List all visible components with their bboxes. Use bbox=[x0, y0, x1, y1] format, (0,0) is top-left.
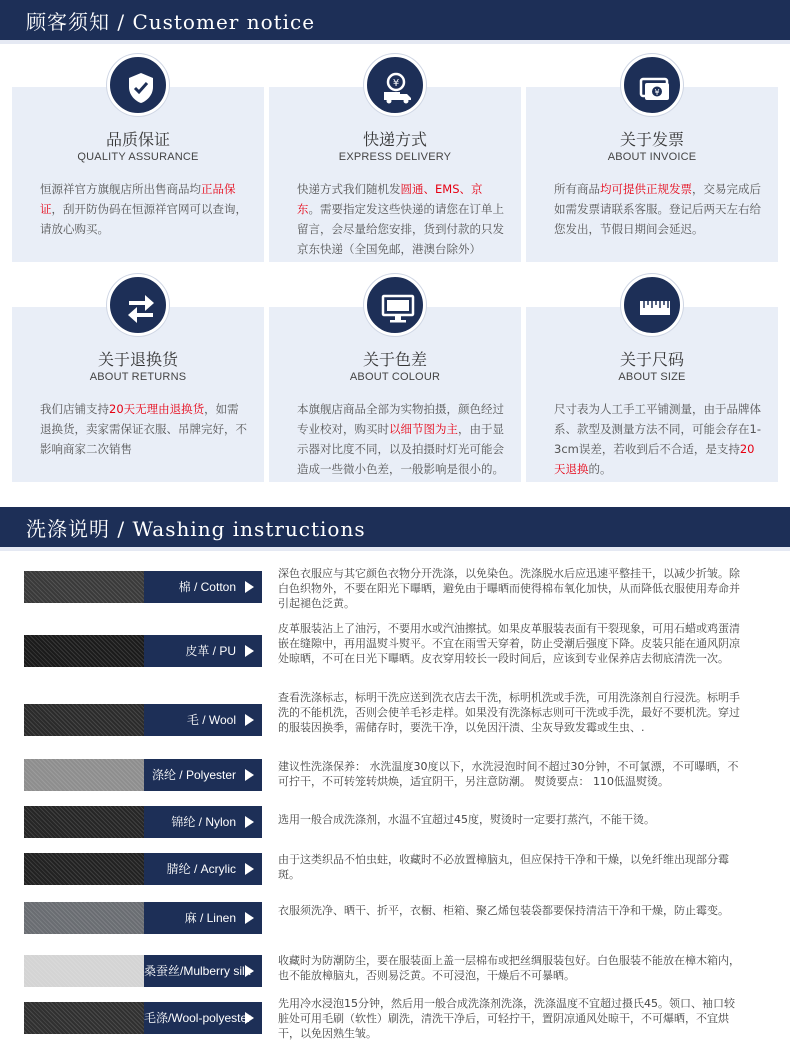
play-arrow-icon bbox=[245, 965, 254, 977]
banner-divider bbox=[0, 40, 790, 44]
fabric-texture bbox=[24, 571, 144, 603]
card-title: 关于退换货 bbox=[97, 350, 178, 369]
card-title: 关于发票 bbox=[619, 130, 684, 149]
fabric-swatch bbox=[24, 635, 262, 667]
svg-text:¥: ¥ bbox=[654, 88, 660, 97]
fabric-texture bbox=[24, 704, 144, 736]
customer-notice-title: 顾客须知 / Customer notice bbox=[26, 10, 316, 34]
fabric-label bbox=[144, 902, 262, 934]
exchange-arrows-icon bbox=[107, 274, 169, 336]
fabric-swatch bbox=[24, 759, 262, 791]
monitor-icon bbox=[364, 274, 426, 336]
description-text: ，如需退换货，卖家需保证衣服、吊牌完好，不影响商家二次销售 bbox=[40, 402, 247, 456]
card-description bbox=[554, 399, 762, 479]
fabric-label bbox=[144, 635, 262, 667]
description-text: ，刮开防伪码在恒源祥官网可以查询，请放心购买。 bbox=[40, 202, 247, 236]
card-subtitle: ABOUT COLOUR bbox=[349, 371, 441, 383]
description-text: 我们店铺支持 bbox=[40, 402, 109, 416]
card-subtitle: EXPRESS DELIVERY bbox=[338, 151, 452, 163]
play-arrow-icon bbox=[245, 1012, 254, 1024]
fabric-label bbox=[144, 806, 262, 838]
fabric-swatch bbox=[24, 902, 262, 934]
fabric-name: 毛涤/Wool-polyester bbox=[144, 1011, 252, 1025]
fabric-texture bbox=[24, 902, 144, 934]
card-description bbox=[40, 179, 248, 239]
fabric-label bbox=[144, 704, 262, 736]
washing-instructions-title: 洗涤说明 / Washing instructions bbox=[26, 517, 366, 541]
fabric-swatch bbox=[24, 1002, 262, 1034]
card-title: 关于色差 bbox=[362, 350, 427, 369]
description-text: ，由于显示器对比度不同，以及拍摄时灯光可能会造成一些微小色差，一般影响是很小的。 bbox=[297, 422, 504, 476]
fabric-label bbox=[144, 571, 262, 603]
description-text: ，交易完成后如需发票请联系客服。登记后两天左右给您发出，节假日期间会延迟。 bbox=[554, 182, 761, 236]
ruler-icon bbox=[621, 274, 683, 336]
washing-instruction-text: 衣服须洗净、晒干、折平，衣橱、柜箱、聚乙烯包装袋都要保持清洁干净和干燥，防止霉变。 bbox=[278, 904, 729, 917]
card-subtitle: ABOUT SIZE bbox=[618, 371, 686, 383]
fabric-label bbox=[144, 955, 262, 987]
highlight-text: 正品保证 bbox=[40, 182, 236, 216]
fabric-swatch bbox=[24, 806, 262, 838]
fabric-swatch bbox=[24, 955, 262, 987]
customer-notice-banner bbox=[0, 0, 790, 40]
washing-instruction-text: 收藏时为防潮防尘，要在服装面上盖一层棉布或把丝绸服装包好。白色服装不能放在樟木箱内，也不能放樟脑丸，否则易泛黄。不可浸泡，干燥后不可暴晒。 bbox=[278, 954, 740, 982]
fabric-name: 棉 / Cotton bbox=[178, 580, 236, 594]
fabric-name: 锦纶 / Nylon bbox=[171, 815, 236, 829]
delivery-truck-icon bbox=[364, 54, 426, 116]
fabric-label bbox=[144, 853, 262, 885]
play-arrow-icon bbox=[245, 714, 254, 726]
card-description bbox=[297, 399, 505, 479]
washing-instruction-text: 先用冷水浸泡15分钟，然后用一般合成洗涤剂洗涤，洗涤温度不宜超过摄氏45。领口、袖口较脏处可用毛刷（软性）刷洗，清洗干净后，可轻拧干，置阴凉通风处晾干，不可爆晒，不宜烘干，以免因熟生皱。 bbox=[278, 997, 735, 1040]
fabric-texture bbox=[24, 1002, 144, 1034]
fabric-name: 麻 / Linen bbox=[184, 911, 236, 925]
description-text: 所有商品 bbox=[554, 182, 600, 196]
washing-instructions-banner bbox=[0, 507, 790, 547]
card-title: 快递方式 bbox=[362, 130, 427, 149]
card-subtitle: QUALITY ASSURANCE bbox=[77, 151, 199, 163]
highlight-text: 以细节图为主 bbox=[389, 422, 458, 436]
invoice-money-icon bbox=[621, 54, 683, 116]
description-text: 快递方式我们随机发 bbox=[297, 182, 401, 196]
fabric-name: 腈纶 / Acrylic bbox=[166, 862, 236, 876]
fabric-swatch bbox=[24, 704, 262, 736]
highlight-text: 20天退换 bbox=[554, 442, 755, 476]
banner-divider bbox=[0, 547, 790, 551]
fabric-name: 桑蚕丝/Mulberry silk bbox=[144, 964, 251, 978]
card-description bbox=[40, 399, 248, 459]
play-arrow-icon bbox=[245, 816, 254, 828]
description-text: 。需要指定发这些快递的请您在订单上留言，会尽量给您安排，货到付款的只发京东快递（全国免邮，港澳台除外） bbox=[297, 202, 504, 256]
card-title: 品质保证 bbox=[105, 130, 170, 149]
play-arrow-icon bbox=[245, 645, 254, 657]
washing-instruction-text: 深色衣服应与其它颜色衣物分开洗涤，以免染色。洗涤脱水后应迅速平整挂干，以减少折皱。除白色织物外，不要在阳光下曝晒，避免由于曝晒而使得棉布氧化加快，从而降低衣服使用寿命并引起褪色泛黄。 bbox=[278, 567, 740, 610]
fabric-swatch bbox=[24, 571, 262, 603]
washing-instruction-text: 皮革服装沾上了油污，不要用水或汽油擦拭。如果皮革服装表面有干裂现象，可用石蜡或鸡蛋清嵌在缝隙中，再用温熨斗熨平。不宜在雨雪天穿着，防止受潮后强度下降。皮装只能在通风阴凉处晾晒，不可在日光下曝晒。皮衣穿用较长一段时间后，应该到专业保养店去彻底清洗一次。 bbox=[278, 622, 740, 665]
highlight-text: 圆通、EMS、京东 bbox=[297, 182, 483, 216]
fabric-texture bbox=[24, 853, 144, 885]
fabric-swatch bbox=[24, 853, 262, 885]
fabric-texture bbox=[24, 806, 144, 838]
fabric-texture bbox=[24, 635, 144, 667]
fabric-name: 皮革 / PU bbox=[185, 644, 236, 658]
washing-instruction-text: 查看洗涤标志，标明干洗应送到洗衣店去干洗，标明机洗或手洗，可用洗涤剂自行浸洗。标明手洗的不能机洗，否则会使羊毛衫走样。如果没有洗涤标志则可干洗或手洗，最好不要机洗。穿过的服装因换季，需储存时，要洗干净，以免因汗渍、尘灰导致发霉或生虫、. bbox=[278, 691, 740, 734]
card-description bbox=[297, 179, 505, 259]
fabric-name: 毛 / Wool bbox=[186, 713, 236, 727]
play-arrow-icon bbox=[245, 769, 254, 781]
card-title: 关于尺码 bbox=[619, 350, 684, 369]
fabric-texture bbox=[24, 955, 144, 987]
play-arrow-icon bbox=[245, 581, 254, 593]
fabric-name: 涤纶 / Polyester bbox=[151, 768, 236, 782]
fabric-label bbox=[144, 759, 262, 791]
washing-instruction-text: 由于这类织品不怕虫蛀，收藏时不必放置樟脑丸，但应保持干净和干燥，以免纤维出现部分霉斑。 bbox=[278, 853, 729, 881]
washing-instruction-text: 建议性洗涤保养： 水洗温度30度以下，水洗浸泡时间不超过30分钟，不可氯漂，不可曝晒，不可拧干，不可转笼转烘焕，适宜阴干，另注意防潮。 熨烫要点： 110低温熨烫。 bbox=[278, 760, 739, 788]
highlight-text: 均可提供正规发票 bbox=[600, 182, 692, 196]
description-text: 的。 bbox=[588, 462, 612, 476]
washing-instruction-text: 选用一般合成洗涤剂，水温不宜超过45度，熨烫时一定要打蒸汽，不能干烫。 bbox=[278, 813, 655, 826]
fabric-label bbox=[144, 1002, 262, 1034]
card-subtitle: ABOUT RETURNS bbox=[89, 371, 187, 383]
description-text: 本旗舰店商品全部为实物拍摄，颜色经过专业校对，购买时 bbox=[297, 402, 504, 436]
play-arrow-icon bbox=[245, 863, 254, 875]
svg-text:¥: ¥ bbox=[392, 78, 400, 89]
shield-check-icon bbox=[107, 54, 169, 116]
card-description bbox=[554, 179, 762, 239]
description-text: 尺寸表为人工手工平铺测量，由于品牌体系、款型及测量方法不同，可能会存在1-3cm误差，若收到后不合适，是支持 bbox=[554, 402, 761, 456]
highlight-text: 20天无理由退换货 bbox=[109, 402, 205, 416]
fabric-texture bbox=[24, 759, 144, 791]
description-text: 恒源祥官方旗舰店所出售商品均 bbox=[40, 182, 201, 196]
play-arrow-icon bbox=[245, 912, 254, 924]
card-subtitle: ABOUT INVOICE bbox=[607, 151, 697, 163]
